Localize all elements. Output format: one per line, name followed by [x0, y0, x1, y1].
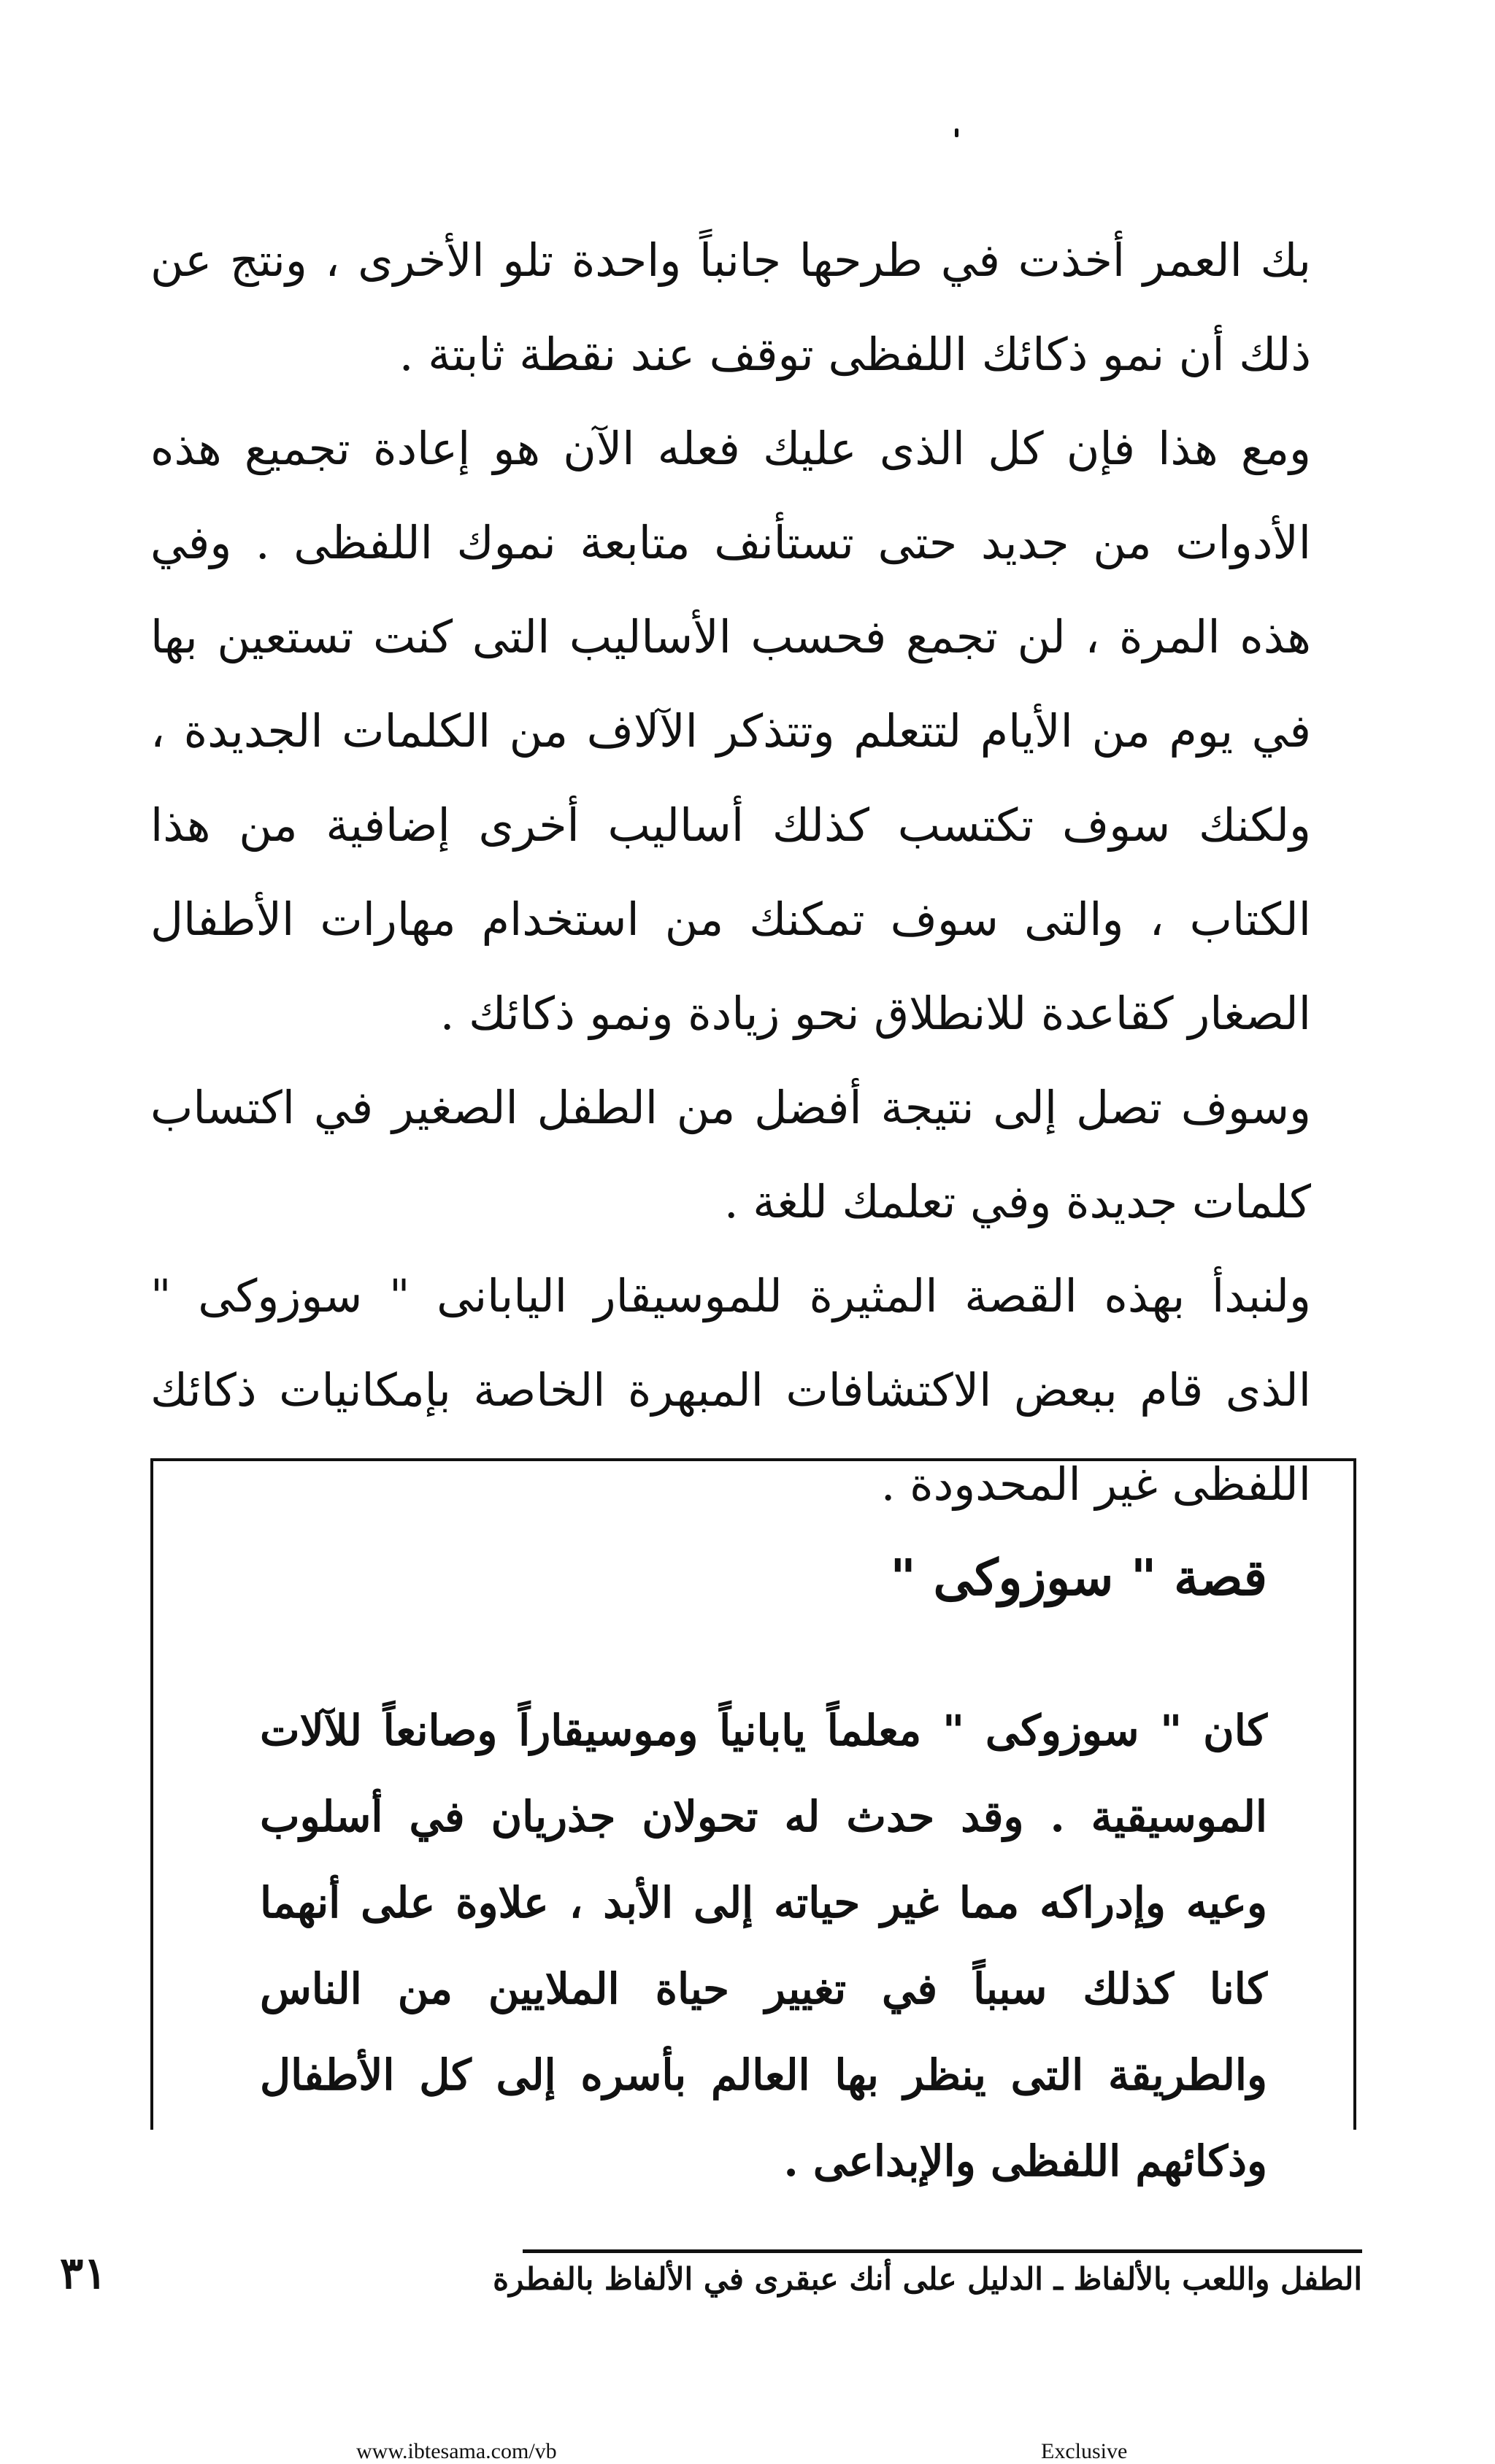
story-box-text: كان " سوزوكى " معلماً يابانياً وموسيقاراً وصانعاً للآلات الموسيقية . وقد حدث له تحولان جذريان في أسلوب وعيه وإدراكه مما غير حياته إلى الأبد ، علاوة على أنهما كانا كذلك سبباً في تغيير حياة الملايين من الناس والطريقة التى ينظر بها العالم بأسره إلى كل الأطفال وذكائهم اللفظى والإبداعى .	[260, 1706, 1267, 2186]
paragraph-4: ولنبدأ بهذه القصة المثيرة للموسيقار اليابانى " سوزوكى " الذى قام ببعض الاكتشافات المبهرة الخاصة بإمكانيات ذكائك اللفظى غير المحدودة .	[150, 1269, 1311, 1511]
page-number: ٣١	[60, 2248, 107, 2299]
story-box	[150, 1458, 1356, 2186]
footer-book-title: الطفل واللعب بالألفاظ ـ الدليل على أنك عبقرى في الألفاظ بالفطرة	[493, 2261, 1362, 2297]
story-box-title: قصة " سوزوكى "	[890, 1549, 1267, 1607]
paragraph-2: ومع هذا فإن كل الذى عليك فعله الآن هو إعادة تجميع هذه الأدوات من جديد حتى تستأنف متابعة نموك اللفظى . وفي هذه المرة ، لن تجمع فحسب الأساليب التى كنت تستعين بها في يوم من الأيام لتتعلم وتتذكر الآلاف من الكلمات الجديدة ، ولكنك سوف تكتسب كذلك أساليب أخرى إضافية من هذا الكتاب ، والتى سوف تمكنك من استخدام مهارات الأطفال الصغار كقاعدة للانطلاق نحو زيادة ونمو ذكائك .	[150, 422, 1311, 1040]
footer-divider	[523, 2249, 1362, 2253]
scan-speck	[955, 128, 958, 137]
paragraph-1: بك العمر أخذت في طرحها جانباً واحدة تلو الأخرى ، ونتج عن ذلك أن نمو ذكائك اللفظى توقف عند نقطة ثابتة .	[150, 234, 1311, 381]
paragraph-3: وسوف تصل إلى نتيجة أفضل من الطفل الصغير في اكتساب كلمات جديدة وفي تعلمك للغة .	[150, 1081, 1311, 1228]
body-text	[150, 213, 1311, 1531]
watermark-site: www.ibtesama.com/vb	[356, 2439, 557, 2463]
watermark-label: Exclusive	[1041, 2439, 1128, 2463]
